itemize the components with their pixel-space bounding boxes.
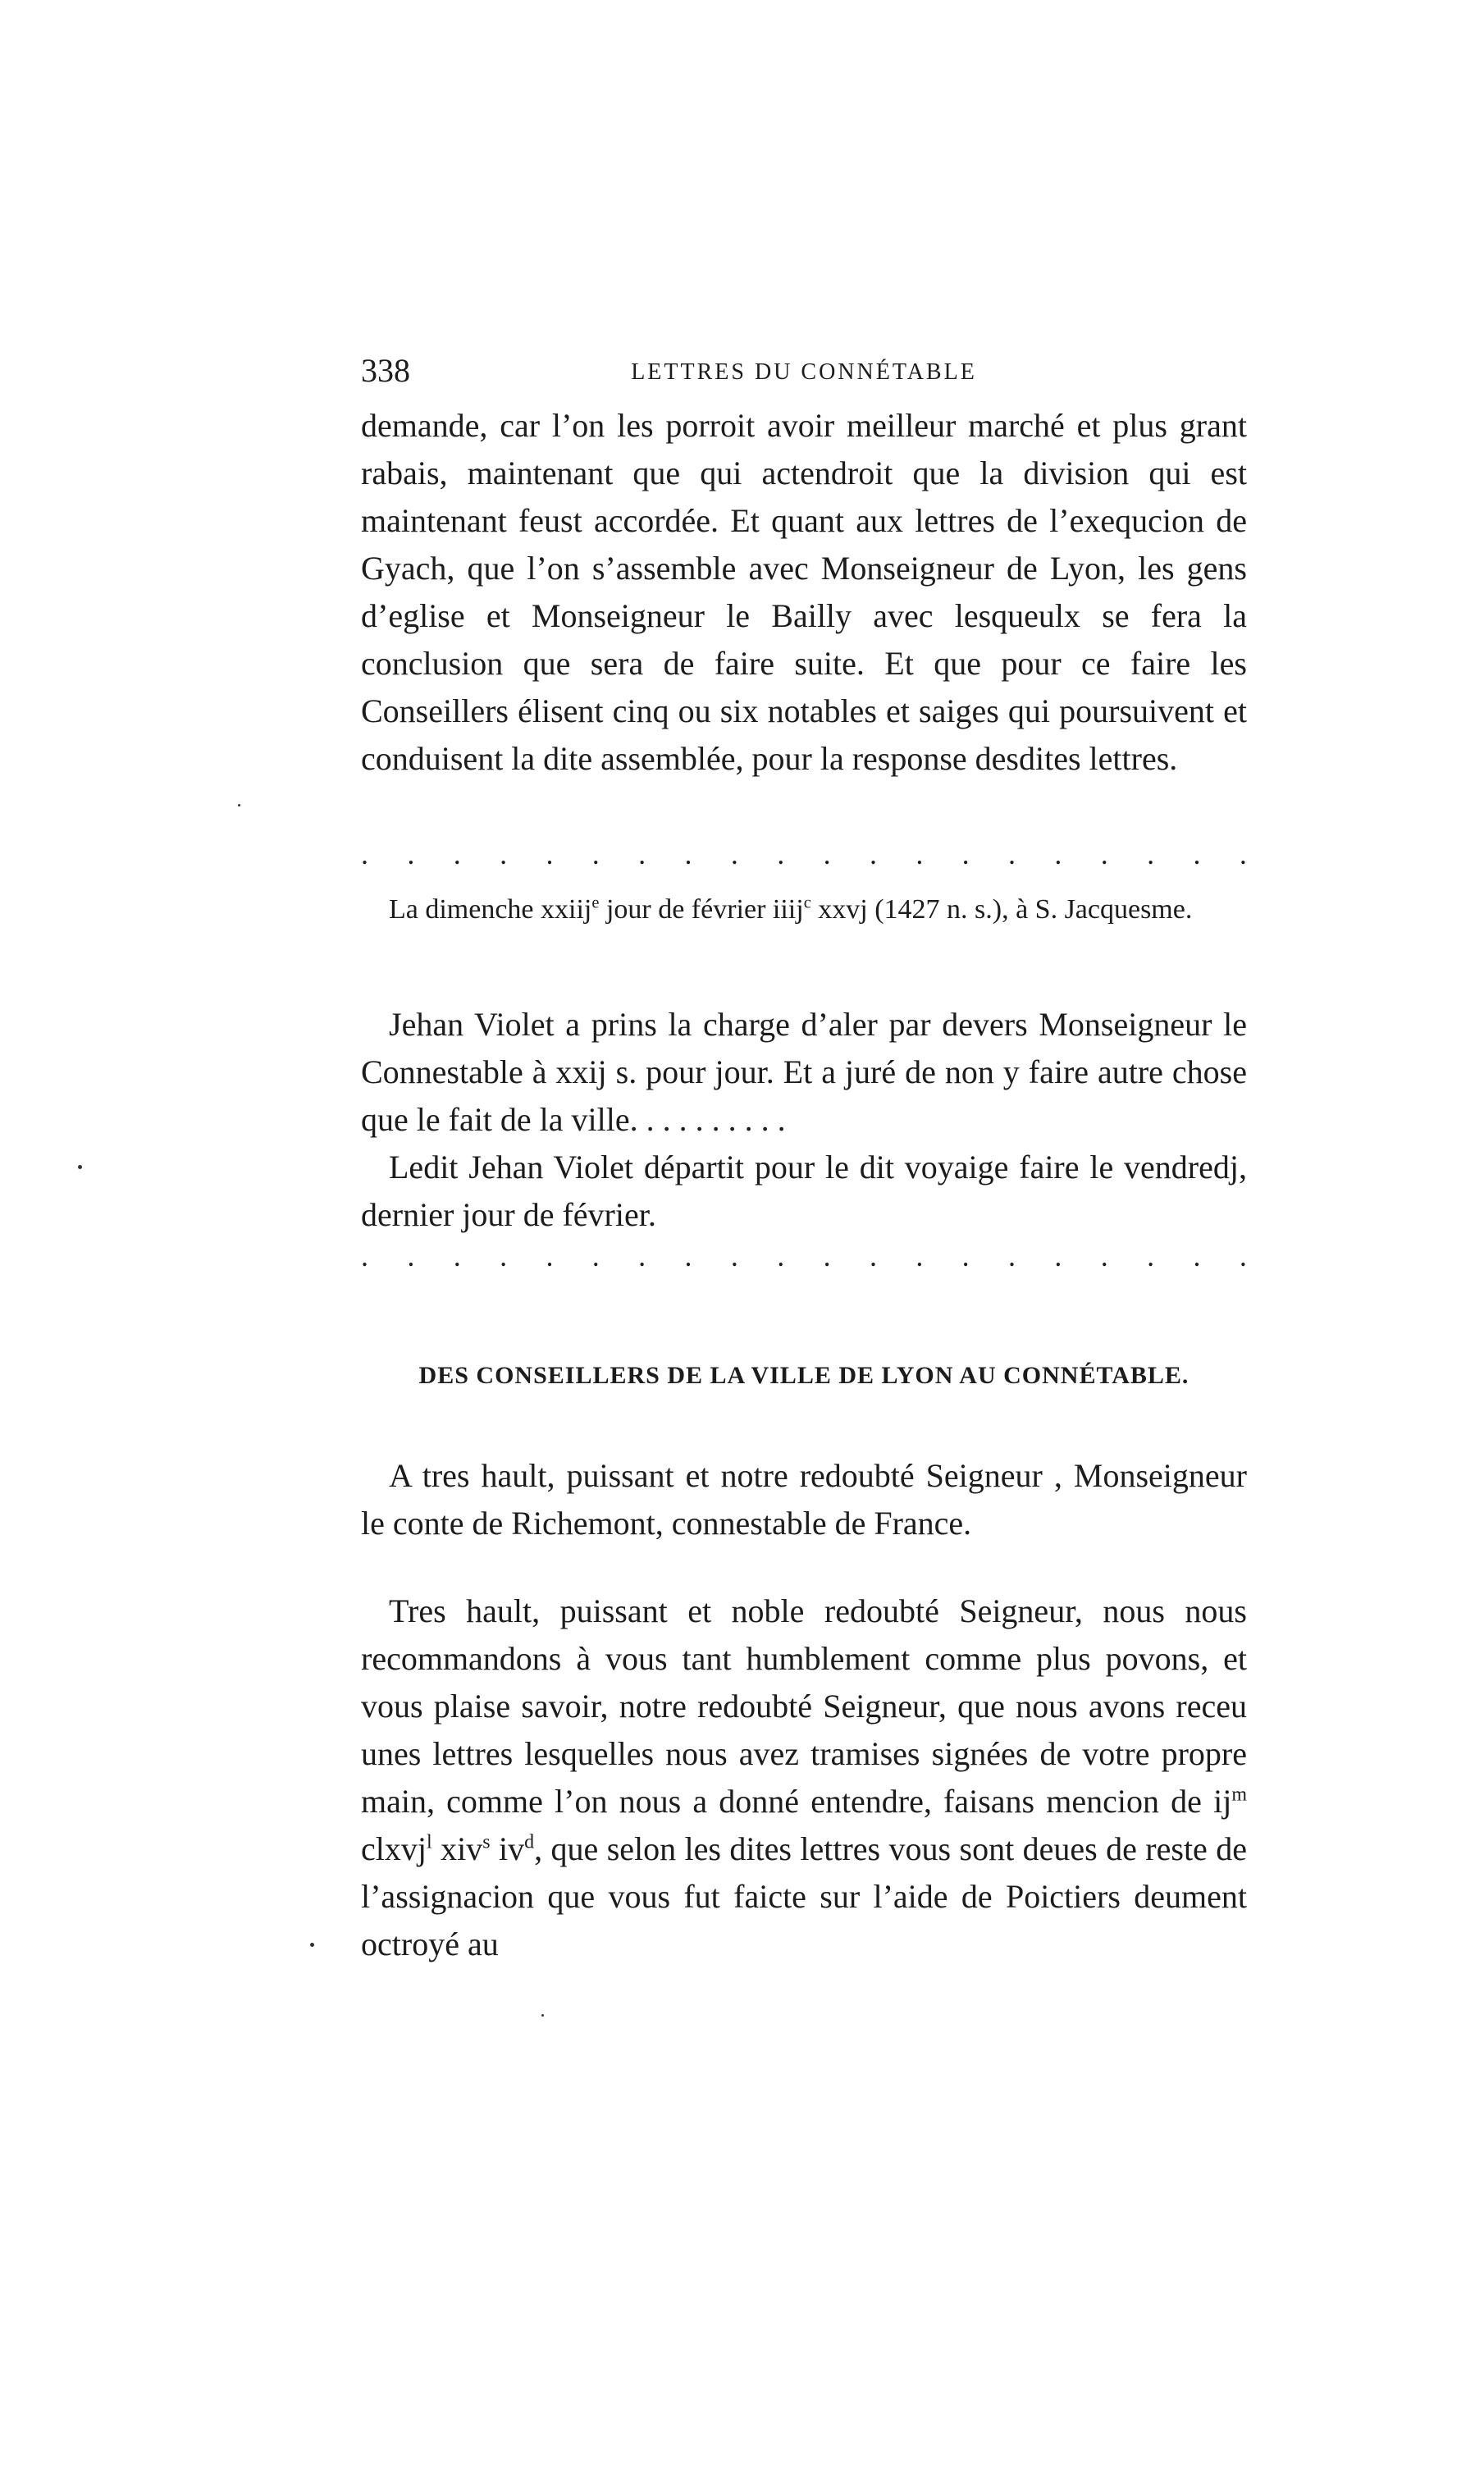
violet-entry xyxy=(361,1001,1247,1239)
address-block xyxy=(361,1452,1247,1547)
ellipsis-row-2 xyxy=(361,1239,1247,1273)
paper-speck xyxy=(541,2014,544,2017)
address-paragraph: A tres hault, puissant et notre redoubté Seigneur , Monseigneur le conte de Richemont, connestable de France. xyxy=(361,1457,1247,1542)
ellipsis-row-1 xyxy=(361,837,1247,871)
paper-speck xyxy=(238,804,240,806)
paragraph-continuation xyxy=(361,402,1247,783)
running-head: LETTRES DU CONNÉTABLE xyxy=(631,359,977,385)
date-line: La dimenche xxiij$^e$ jour de février iiij$^c$ xxvj (1427 n. s.), à S. Jacquesme. xyxy=(389,893,1193,925)
page-number: 338 xyxy=(361,352,410,389)
dots-row: . . . . . . . . . . . . . . . . . . . . xyxy=(361,1240,1247,1272)
page-header xyxy=(361,351,1247,400)
violet-paragraph-1: Jehan Violet a prins la charge d’aler par devers Monseigneur le Connestable à xxij s. pour jour. Et a juré de non y faire autre chose que le fait de la ville. . . . . . . . . . xyxy=(361,1006,1247,1138)
opening-paragraph: demande, car l’on les porroit avoir meilleur marché et plus grant rabais, maintenant que qui actendroit que la division qui est maintenant feust accordée. Et quant aux lettres de l’exequcion de Gyach, que l’on s’assemble avec Monseigneur de Lyon, les gens d’eglise et Monseigneur le Bailly avec lesqueulx se fera la conclusion que sera de faire suite. Et que pour ce faire les Conseillers élisent cinq ou six notables et saiges qui poursuivent et conduisent la dite assemblée, pour la response desdites lettres. xyxy=(361,407,1247,777)
section-heading-block xyxy=(361,1362,1247,1390)
letter-body xyxy=(361,1588,1247,1968)
date-entry xyxy=(361,886,1247,934)
violet-paragraph-2: Ledit Jehan Violet départit pour le dit voyaige faire le vendredj, dernier jour de février. xyxy=(361,1149,1247,1233)
section-title: DES CONSEILLERS DE LA VILLE DE LYON AU CONNÉTABLE. xyxy=(418,1362,1189,1389)
paper-speck xyxy=(78,1165,82,1169)
paper-speck xyxy=(310,1943,314,1947)
letter-paragraph: Tres hault, puissant et noble redoubté Seigneur, nous nous recommandons à vous tant humblement comme plus povons, et vous plaise savoir, notre redoubté Seigneur, que nous avons receu unes lettres lesquelles nous avez tramises signées de votre propre main, comme l’on nous a donné entendre, faisans mencion de $ij^m$ clxvj$^l$ xiv$^s$ $iv^d$, que selon les dites lettres vous sont deues de reste de l’assignacion que vous fut faicte sur l’aide de Poictiers deument octroyé au xyxy=(361,1592,1247,1962)
dots-row: . . . . . . . . . . . . . . . . . . . . xyxy=(361,838,1247,870)
